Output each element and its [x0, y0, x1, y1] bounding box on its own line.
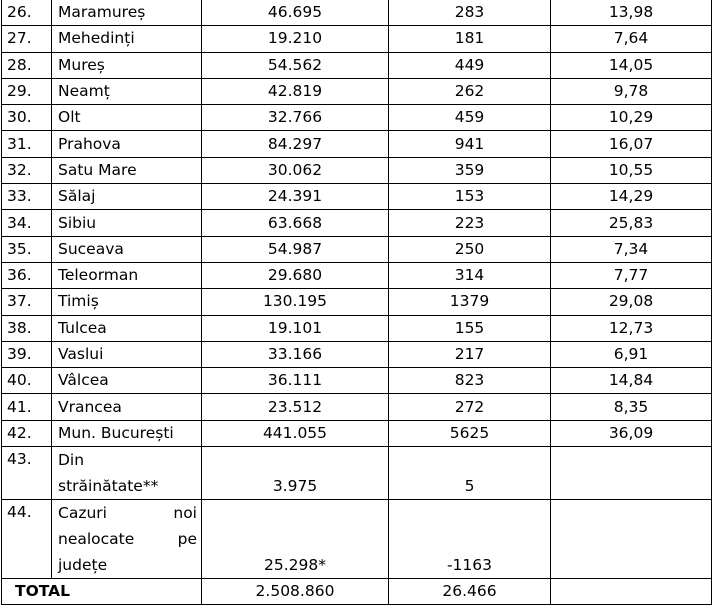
value-b: 459: [389, 105, 551, 131]
value-c: 25,83: [551, 210, 712, 236]
abroad-label-line1: Din: [58, 451, 85, 470]
row-number: 28.: [2, 52, 52, 78]
value-c: 13,98: [551, 0, 712, 26]
value-c: [551, 447, 712, 500]
abroad-label: [52, 447, 202, 500]
row-number: 36.: [2, 262, 52, 288]
label-word: noi: [173, 504, 197, 523]
value-a: 46.695: [202, 0, 389, 26]
value-c: 7,64: [551, 26, 712, 52]
value-c: 7,34: [551, 236, 712, 262]
value-c: 14,29: [551, 184, 712, 210]
total-value-a: 2.508.860: [202, 579, 389, 605]
value-a: 19.210: [202, 26, 389, 52]
value-a: 29.680: [202, 262, 389, 288]
value-a: 54.562: [202, 52, 389, 78]
county-name: Timiș: [52, 289, 202, 315]
value-b: 1379: [389, 289, 551, 315]
value-b: 283: [389, 0, 551, 26]
row-number: 27.: [2, 26, 52, 52]
county-name: Satu Mare: [52, 157, 202, 183]
value-b: 155: [389, 315, 551, 341]
county-name: Mehedinți: [52, 26, 202, 52]
county-name: Mureș: [52, 52, 202, 78]
value-c: 16,07: [551, 131, 712, 157]
row-number: 42.: [2, 420, 52, 446]
table-row: [2, 26, 712, 52]
table-row: [2, 78, 712, 104]
row-number: 26.: [2, 0, 52, 26]
county-name: Neamț: [52, 78, 202, 104]
row-number: 37.: [2, 289, 52, 315]
value-c: 9,78: [551, 78, 712, 104]
county-name: Suceava: [52, 236, 202, 262]
row-number: 44.: [2, 500, 52, 579]
county-name: Olt: [52, 105, 202, 131]
value-a: 42.819: [202, 78, 389, 104]
value-b: 223: [389, 210, 551, 236]
value-c: 6,91: [551, 341, 712, 367]
table-row: [2, 394, 712, 420]
value-a: 3.975: [202, 447, 389, 500]
value-c: 10,55: [551, 157, 712, 183]
value-a: 32.766: [202, 105, 389, 131]
unallocated-label: [52, 500, 202, 579]
value-c: 14,84: [551, 368, 712, 394]
county-name: Sălaj: [52, 184, 202, 210]
table-row: [2, 210, 712, 236]
row-number: 29.: [2, 78, 52, 104]
value-a: 25.298*: [202, 500, 389, 579]
value-b: 359: [389, 157, 551, 183]
label-word: pe: [177, 530, 197, 549]
table-row-total: [2, 579, 712, 605]
table-row: [2, 315, 712, 341]
value-a: 63.668: [202, 210, 389, 236]
row-number: 30.: [2, 105, 52, 131]
value-a: 24.391: [202, 184, 389, 210]
unallocated-label-line1: [58, 500, 197, 526]
value-c: 10,29: [551, 105, 712, 131]
value-b: 153: [389, 184, 551, 210]
total-value-b: 26.466: [389, 579, 551, 605]
table-row: [2, 131, 712, 157]
value-c: 12,73: [551, 315, 712, 341]
county-name: Maramureș: [52, 0, 202, 26]
table-row-unallocated: [2, 500, 712, 579]
county-name: Mun. București: [52, 420, 202, 446]
value-a: 19.101: [202, 315, 389, 341]
value-b: 823: [389, 368, 551, 394]
row-number: 40.: [2, 368, 52, 394]
table-row: [2, 184, 712, 210]
value-a: 441.055: [202, 420, 389, 446]
table-row: [2, 0, 712, 26]
row-number: 39.: [2, 341, 52, 367]
county-name: Sibiu: [52, 210, 202, 236]
row-number: 33.: [2, 184, 52, 210]
unallocated-label-line3: județe: [58, 556, 108, 575]
row-number: 41.: [2, 394, 52, 420]
value-c: 14,05: [551, 52, 712, 78]
table-row: [2, 105, 712, 131]
value-b: 272: [389, 394, 551, 420]
value-a: 33.166: [202, 341, 389, 367]
row-number: 31.: [2, 131, 52, 157]
value-c: 8,35: [551, 394, 712, 420]
value-c: 36,09: [551, 420, 712, 446]
value-b: 5: [389, 447, 551, 500]
value-a: 54.987: [202, 236, 389, 262]
table-row: [2, 420, 712, 446]
table-row: [2, 157, 712, 183]
table-row: [2, 236, 712, 262]
value-a: 130.195: [202, 289, 389, 315]
value-a: 36.111: [202, 368, 389, 394]
value-c: 7,77: [551, 262, 712, 288]
row-number: 43.: [2, 447, 52, 500]
value-a: 23.512: [202, 394, 389, 420]
label-word: Cazuri: [58, 504, 107, 523]
row-number: 35.: [2, 236, 52, 262]
table-row-abroad: [2, 447, 712, 500]
value-b: 250: [389, 236, 551, 262]
value-b: 5625: [389, 420, 551, 446]
abroad-label-line2: străinătate**: [58, 477, 159, 496]
value-b: 314: [389, 262, 551, 288]
county-statistics-table: [1, 0, 712, 605]
county-name: Prahova: [52, 131, 202, 157]
total-label: TOTAL: [2, 579, 202, 605]
unallocated-label-line2: [58, 526, 197, 552]
county-name: Vrancea: [52, 394, 202, 420]
value-b: -1163: [389, 500, 551, 579]
table-row: [2, 368, 712, 394]
value-b: 449: [389, 52, 551, 78]
value-b: 941: [389, 131, 551, 157]
value-c: [551, 500, 712, 579]
value-c: 29,08: [551, 289, 712, 315]
value-b: 217: [389, 341, 551, 367]
table-row: [2, 52, 712, 78]
value-b: 262: [389, 78, 551, 104]
county-name: Tulcea: [52, 315, 202, 341]
table-row: [2, 262, 712, 288]
row-number: 38.: [2, 315, 52, 341]
table-body: [2, 0, 712, 605]
label-word: nealocate: [58, 530, 135, 549]
value-b: 181: [389, 26, 551, 52]
value-a: 84.297: [202, 131, 389, 157]
county-name: Teleorman: [52, 262, 202, 288]
county-name: Vâlcea: [52, 368, 202, 394]
total-value-c: [551, 579, 712, 605]
row-number: 32.: [2, 157, 52, 183]
row-number: 34.: [2, 210, 52, 236]
value-a: 30.062: [202, 157, 389, 183]
table-row: [2, 341, 712, 367]
table-row: [2, 289, 712, 315]
county-name: Vaslui: [52, 341, 202, 367]
